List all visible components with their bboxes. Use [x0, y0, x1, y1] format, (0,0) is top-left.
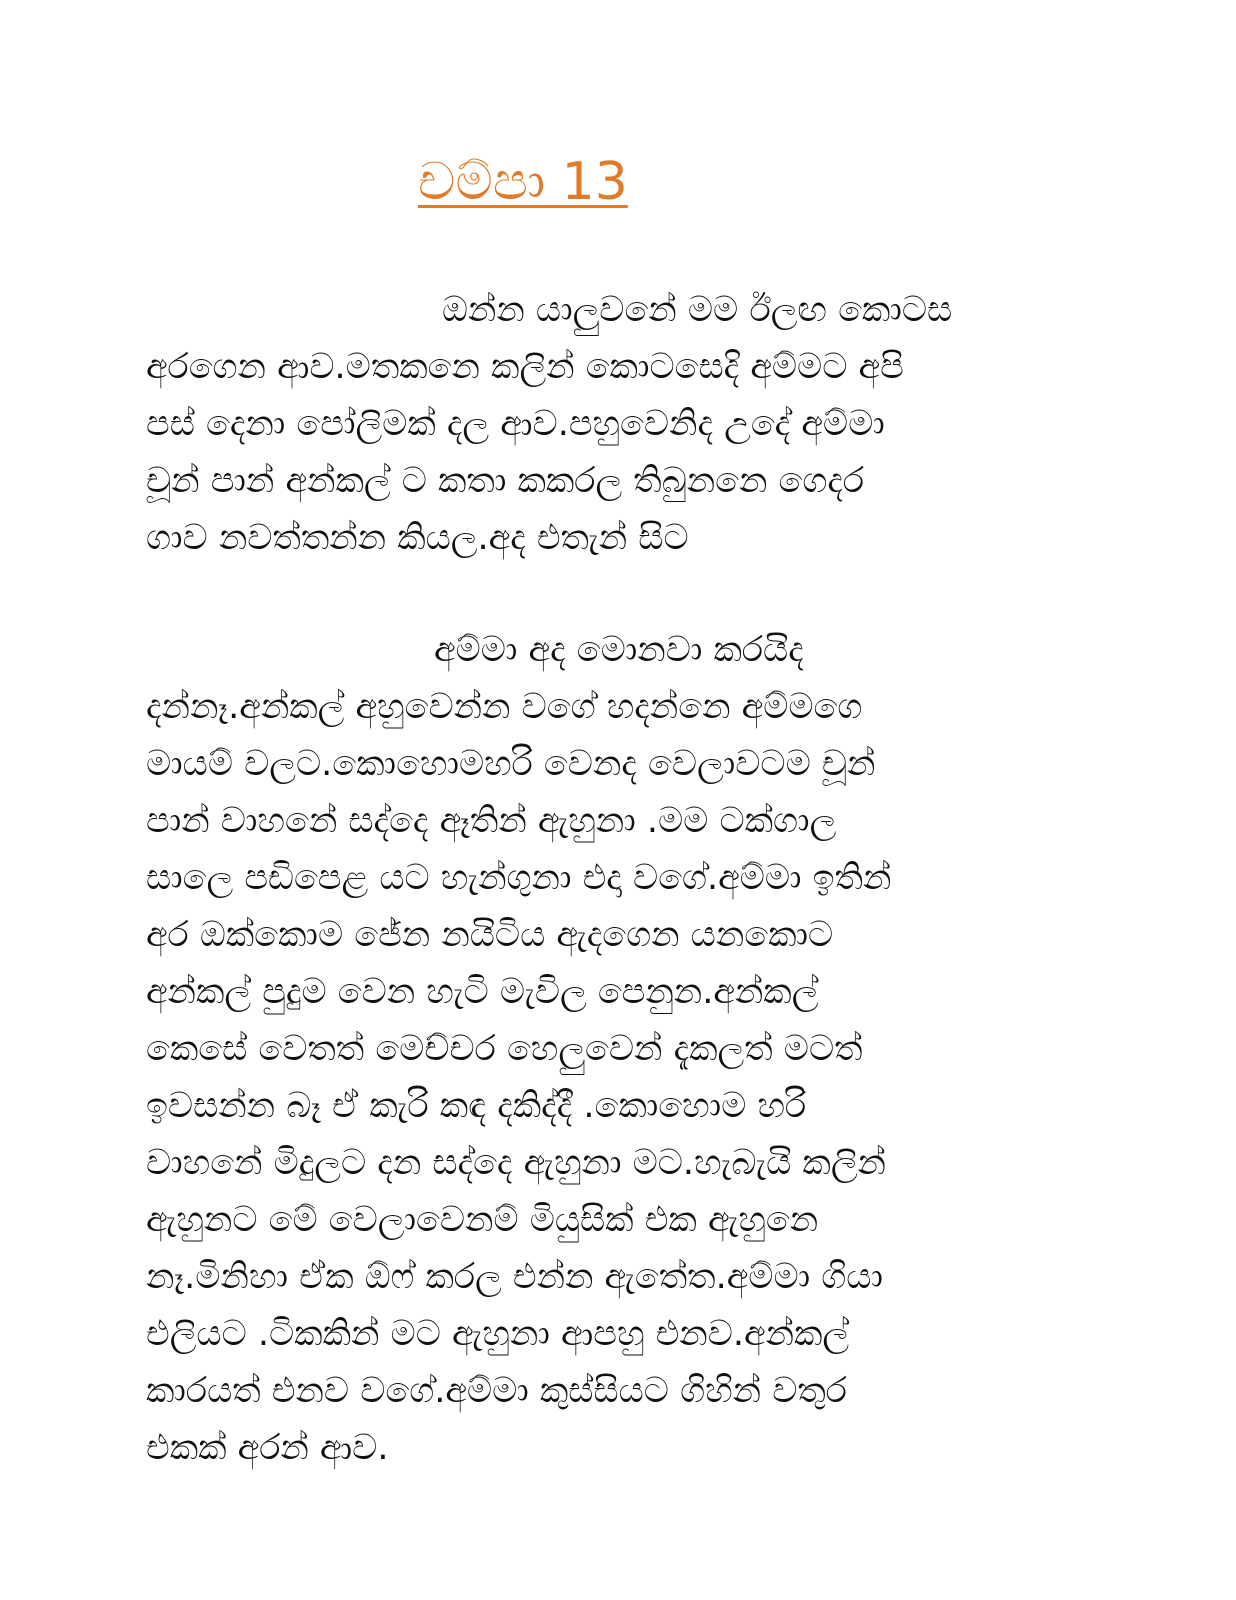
paragraph-line: අම්මා අද මොනවා කරයිද [434, 630, 804, 670]
paragraph-line: අර ඔක්කොම ජේන නයිටිය ඇදගෙන යනකොට [146, 915, 834, 955]
paragraph-line: කාරයත් එනව වගේ.අම්මා කුස්සියට ගිහින් වතුර [146, 1371, 847, 1411]
paragraph-line: එකක් අරන් ආව. [146, 1428, 389, 1468]
paragraph-2 [146, 622, 1066, 1477]
paragraph-line: අන්කල් පුදුම වෙන හැටි මැවිල පෙනුන.අන්කල් [146, 972, 819, 1012]
paragraph-line: ඉවසන්න බෑ ඒ කැරි කඳ දකිද්දී .කොහොම හරි [146, 1086, 807, 1126]
paragraph-line: පස් දෙනා පෝලිමක් දල ආව.පහුවෙනිද උදේ අම්මා [146, 404, 885, 444]
paragraph-line: පාන් වාහනේ සද්දෙ ඈතින් ඇහුනා .මම ටක්ගාල [146, 801, 837, 841]
paragraph-line: මායම් වලට.කොහොමහරි වෙනද වෙලාවටම චූන් [146, 744, 876, 784]
paragraph-line: ඔන්න යාලුවනේ මම ඊලඟ කොටස [442, 290, 953, 330]
paragraph-line: දන්නෑ.අන්කල් අහුවෙන්න වගේ හදන්නෙ අම්මගෙ [146, 687, 863, 727]
paragraph-line: ඇහුනට මේ වෙලාවෙනම් මියුසික් එක ඇහුනෙ [146, 1200, 819, 1240]
paragraph-line: සාලෙ පඩිපෙළ යට හැන්ගුනා එදා වගේ.අම්මා ඉතින් [146, 858, 892, 898]
paragraph-line: ගාව නවත්තන්න කියල.අද එතැන් සිට [146, 518, 689, 558]
paragraph-line: කෙසේ වෙතත් මෙච්චර හෙලුවෙන් දැකලත් මටත් [146, 1029, 863, 1069]
paragraph-line: නෑ.මිනිහා ඒක ඕෆ් කරල එන්න ඇතේත.අම්මා ගියා [146, 1257, 883, 1297]
paragraph-line: එලියට .ටිකකින් මට ඇහුනා ආපහු එනව.අන්කල් [146, 1314, 850, 1354]
paragraph-line: වාහනේ මිදුලට දන සද්දෙ ඇහුනා මට.හැබැයි කලින් [146, 1143, 886, 1183]
paragraph-1 [146, 282, 1066, 567]
paragraph-line: අරගෙන ආව.මතකනෙ කලින් කොටසෙදි අම්මට අපි [146, 347, 904, 387]
paragraph-line: චූන් පාන් අන්කල් ට කතා කකරල තිබුනනෙ ගෙදර [146, 461, 865, 501]
page-title: චම්පා 13 [418, 152, 628, 212]
